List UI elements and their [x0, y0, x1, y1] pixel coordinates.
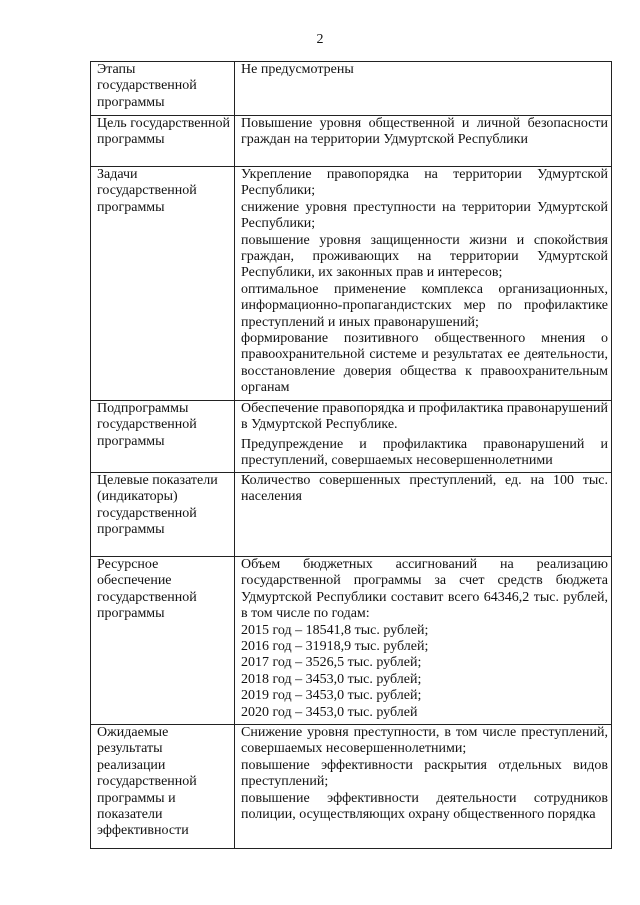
- row-label-subprograms: Подпрограммы государственной программы: [91, 401, 235, 473]
- row-label-goal: Цель государственной программы: [91, 116, 235, 167]
- row-value-goal: [235, 116, 612, 167]
- paragraph: повышение уровня защищенности жизни и спокойствия граждан, проживающих на территории Удмуртской Республики, их законных прав и интересов;: [241, 232, 608, 281]
- table-row-results: [91, 725, 612, 849]
- paragraph: формирование позитивного общественного мнения о правоохранительной системе и результатах ее деятельности, восстановление доверия общества к правоохранительным органам: [241, 331, 608, 396]
- paragraph: Повышение уровня общественной и личной безопасности граждан на территории Удмуртской Республики: [241, 116, 608, 148]
- year-amount: 2016 год – 31918,9 тыс. рублей;: [241, 639, 429, 655]
- row-label-tasks: Задачи государственной программы: [91, 167, 235, 401]
- row-value-results: [235, 725, 612, 849]
- paragraph: Количество совершенных преступлений, ед. на 100 тыс. населения: [241, 473, 608, 505]
- page-number: 2: [316, 32, 324, 47]
- paragraph: Укрепление правопорядка на территории Удмуртской Республики;: [241, 167, 608, 199]
- year-amount: 2020 год – 3453,0 тыс. рублей: [241, 704, 418, 720]
- year-amount: 2018 год – 3453,0 тыс. рублей;: [241, 671, 422, 687]
- table-row-stages: [91, 62, 612, 116]
- paragraph: повышение эффективности деятельности сотрудников полиции, осуществляющих охрану общественного порядка: [241, 790, 608, 823]
- table-row-tasks: [91, 167, 612, 401]
- row-value-tasks: [235, 167, 612, 401]
- row-value-resources: [235, 557, 612, 725]
- paragraph: оптимальное применение комплекса организационных, информационно-пропагандистских мер по профилактике преступлений и иных правонарушений;: [241, 281, 608, 330]
- paragraph: повышение эффективности раскрытия отдельных видов преступлений;: [241, 757, 608, 790]
- program-passport-table: [90, 61, 612, 849]
- paragraph: снижение уровня преступности на территории Удмуртской Республики;: [241, 199, 608, 232]
- paragraph: Не предусмотрены: [241, 62, 354, 77]
- year-amount: 2017 год – 3526,5 тыс. рублей;: [241, 655, 422, 671]
- table-row-indicators: [91, 473, 612, 557]
- row-label-results: Ожидаемые результаты реализации государственной программы и показатели эффективности: [91, 725, 235, 849]
- table-row-goal: [91, 116, 612, 167]
- year-amount: 2015 год – 18541,8 тыс. рублей;: [241, 622, 429, 638]
- row-value-subprograms: [235, 401, 612, 473]
- row-value-indicators: [235, 473, 612, 557]
- row-label-resources: Ресурсное обеспечение государственной программы: [91, 557, 235, 725]
- paragraph: Объем бюджетных ассигнований на реализацию государственной программы за счет средств бюджета Удмуртской Республики составит всего 64346,2 тыс. рублей, в том числе по годам:: [241, 557, 608, 622]
- row-value-stages: [235, 62, 612, 116]
- row-label-stages: Этапы государственной программы: [91, 62, 235, 116]
- table-row-subprograms: [91, 401, 612, 473]
- year-amount: 2019 год – 3453,0 тыс. рублей;: [241, 688, 422, 704]
- paragraph: Предупреждение и профилактика правонарушений и преступлений, совершаемых несовершеннолетними: [241, 436, 608, 469]
- table-row-resources: [91, 557, 612, 725]
- row-label-indicators: Целевые показатели (индикаторы) государственной программы: [91, 473, 235, 557]
- paragraph: Обеспечение правопорядка и профилактика правонарушений в Удмуртской Республике.: [241, 401, 608, 433]
- paragraph: Снижение уровня преступности, в том числе преступлений, совершаемых несовершеннолетними;: [241, 725, 608, 757]
